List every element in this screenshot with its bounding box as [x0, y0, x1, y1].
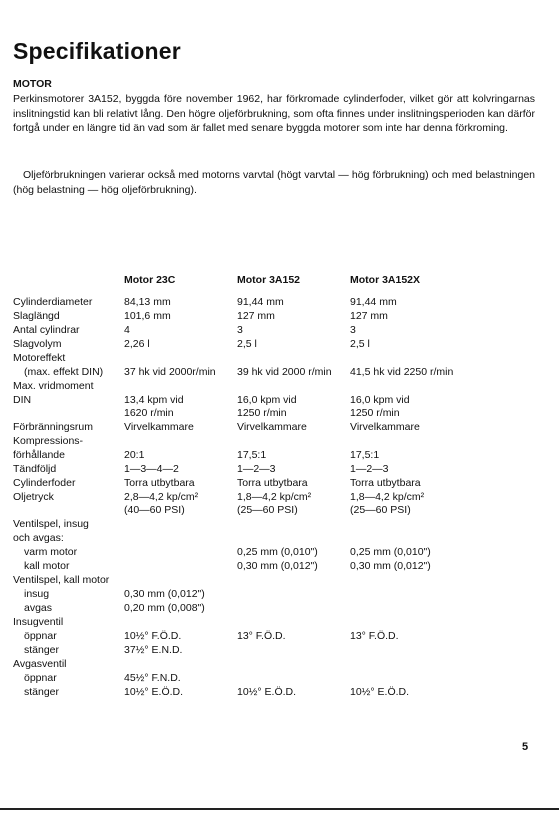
spec-value: 20:1: [124, 449, 145, 461]
spec-value: 17,5:1: [237, 449, 267, 461]
spec-row: [0, 616, 559, 630]
spec-label: förhållande: [13, 449, 65, 461]
spec-value: 91,44 mm: [237, 296, 284, 308]
header-motor-23c: Motor 23C: [124, 274, 176, 286]
section-heading: MOTOR: [13, 78, 52, 90]
spec-value: 101,6 mm: [124, 310, 171, 322]
spec-label: Tändföljd: [13, 463, 57, 475]
oil-consumption-text: Oljeförbrukningen varierar också med motorns varvtal (högt varvtal — hög förbrukning) och med belastningen (hög belastning — hög oljeförbrukning).: [13, 169, 535, 196]
spec-row: [0, 560, 559, 574]
spec-row: [0, 421, 559, 435]
spec-value: 2,26 l: [124, 338, 150, 350]
spec-label: Antal cylindrar: [13, 324, 80, 336]
spec-row: [0, 366, 559, 380]
spec-row: [0, 644, 559, 658]
spec-row: [0, 435, 559, 449]
spec-value: 2,5 l: [237, 338, 257, 350]
spec-label: öppnar: [24, 672, 57, 684]
spec-label: Cylinderfoder: [13, 477, 76, 489]
spec-value: (40—60 PSI): [124, 504, 185, 516]
spec-label: stänger: [24, 644, 60, 656]
spec-value: 37 hk vid 2000r/min: [124, 366, 216, 378]
spec-value: (25—60 PSI): [237, 504, 298, 516]
spec-value: 17,5:1: [350, 449, 380, 461]
spec-value: 39 hk vid 2000 r/min: [237, 366, 332, 378]
spec-label: öppnar: [24, 630, 57, 642]
spec-label: insug: [24, 588, 50, 600]
spec-value: 13° F.Ö.D.: [350, 630, 399, 642]
spec-label: Oljetryck: [13, 491, 54, 503]
spec-value: Torra utbytbara: [350, 477, 421, 489]
spec-value: 10½° E.Ö.D.: [350, 686, 410, 698]
spec-row: [0, 602, 559, 616]
spec-row: [0, 338, 559, 352]
spec-value: 4: [124, 324, 130, 336]
spec-value: 1,8—4,2 kp/cm²: [350, 491, 425, 503]
spec-value: 41,5 hk vid 2250 r/min: [350, 366, 454, 378]
spec-label: Kompressions-: [13, 435, 84, 447]
spec-value: 10½° E.Ö.D.: [237, 686, 297, 698]
spec-row: [0, 477, 559, 491]
spec-row: [0, 449, 559, 463]
spec-label: Avgasventil: [13, 658, 67, 670]
page-number: 5: [522, 741, 529, 753]
spec-row: [0, 296, 559, 310]
spec-value: 3: [350, 324, 356, 336]
intro-paragraph: Perkinsmotorer 3A152, byggda före november 1962, har förkromade cylinderfoder, vilket gör att kolvringarnas inslitningstid kan bli relativt lång. Den högre oljeförbrukning, som ofta finnes under inslitningsperioden kan därför fortgå under en längre tid än vad som är fallet med senare byggda motorer som inte har denna förkroming.: [13, 93, 535, 135]
spec-value: 84,13 mm: [124, 296, 171, 308]
spec-value: 1250 r/min: [350, 407, 400, 419]
spec-label: Cylinderdiameter: [13, 296, 93, 308]
spec-row: [0, 518, 559, 532]
spec-row: [0, 630, 559, 644]
spec-value: 0,30 mm (0,012"): [350, 560, 431, 572]
spec-value: 13° F.Ö.D.: [237, 630, 286, 642]
spec-row: [0, 380, 559, 394]
spec-value: Virvelkammare: [124, 421, 194, 433]
spec-value: (25—60 PSI): [350, 504, 411, 516]
spec-label: Max. vridmoment: [13, 380, 94, 392]
spec-label: stänger: [24, 686, 60, 698]
spec-label: kall motor: [24, 560, 70, 572]
spec-value: 1620 r/min: [124, 407, 174, 419]
spec-row: [0, 546, 559, 560]
spec-value: 0,25 mm (0,010"): [237, 546, 318, 558]
spec-value: 1,8—4,2 kp/cm²: [237, 491, 312, 503]
spec-value: 91,44 mm: [350, 296, 397, 308]
spec-row: [0, 407, 559, 421]
spec-value: 127 mm: [237, 310, 275, 322]
spec-value: 127 mm: [350, 310, 388, 322]
spec-label: avgas: [24, 602, 53, 614]
spec-row: [0, 686, 559, 700]
spec-value: 37½° E.N.D.: [124, 644, 183, 656]
spec-value: 10½° F.Ö.D.: [124, 630, 182, 642]
spec-label: Förbränningsrum: [13, 421, 93, 433]
spec-label: och avgas:: [13, 532, 64, 544]
spec-row: [0, 672, 559, 686]
spec-value: 0,30 mm (0,012"): [124, 588, 205, 600]
spec-value: 0,25 mm (0,010"): [350, 546, 431, 558]
spec-row: [0, 504, 559, 518]
spec-label: Slaglängd: [13, 310, 60, 322]
spec-value: 1—2—3: [237, 463, 276, 475]
spec-value: 16,0 kpm vid: [237, 394, 297, 406]
spec-row: [0, 352, 559, 366]
spec-value: Virvelkammare: [350, 421, 420, 433]
spec-value: 13,4 kpm vid: [124, 394, 184, 406]
spec-row: [0, 394, 559, 408]
spec-row: [0, 463, 559, 477]
spec-label: Motoreffekt: [13, 352, 66, 364]
page-title: Specifikationer: [13, 38, 181, 64]
spec-label: Ventilspel, insug: [13, 518, 89, 530]
spec-row: [0, 491, 559, 505]
spec-value: 1—2—3: [350, 463, 389, 475]
spec-label: DIN: [13, 394, 32, 406]
spec-label: varm motor: [24, 546, 78, 558]
spec-value: Torra utbytbara: [237, 477, 308, 489]
spec-value: 0,20 mm (0,008"): [124, 602, 205, 614]
spec-value: 3: [237, 324, 243, 336]
spec-label: Ventilspel, kall motor: [13, 574, 110, 586]
spec-row: [0, 310, 559, 324]
spec-value: 1—3—4—2: [124, 463, 179, 475]
spec-label: (max. effekt DIN): [24, 366, 104, 378]
spec-value: 2,8—4,2 kp/cm²: [124, 491, 199, 503]
spec-label: Slagvolym: [13, 338, 62, 350]
spec-value: 0,30 mm (0,012"): [237, 560, 318, 572]
spec-row: [0, 658, 559, 672]
spec-value: 16,0 kpm vid: [350, 394, 410, 406]
spec-value: Torra utbytbara: [124, 477, 195, 489]
spec-value: 1250 r/min: [237, 407, 287, 419]
header-motor-3a152: Motor 3A152: [237, 274, 301, 286]
bottom-rule: [0, 808, 559, 810]
spec-value: 10½° E.Ö.D.: [124, 686, 184, 698]
spec-row: [0, 532, 559, 546]
spec-row: [0, 588, 559, 602]
spec-value: 45½° F.N.D.: [124, 672, 181, 684]
header-motor-3a152x: Motor 3A152X: [350, 274, 421, 286]
spec-row: [0, 574, 559, 588]
spec-row: [0, 324, 559, 338]
spec-label: Insugventil: [13, 616, 64, 628]
spec-value: 2,5 l: [350, 338, 370, 350]
spec-value: Virvelkammare: [237, 421, 307, 433]
